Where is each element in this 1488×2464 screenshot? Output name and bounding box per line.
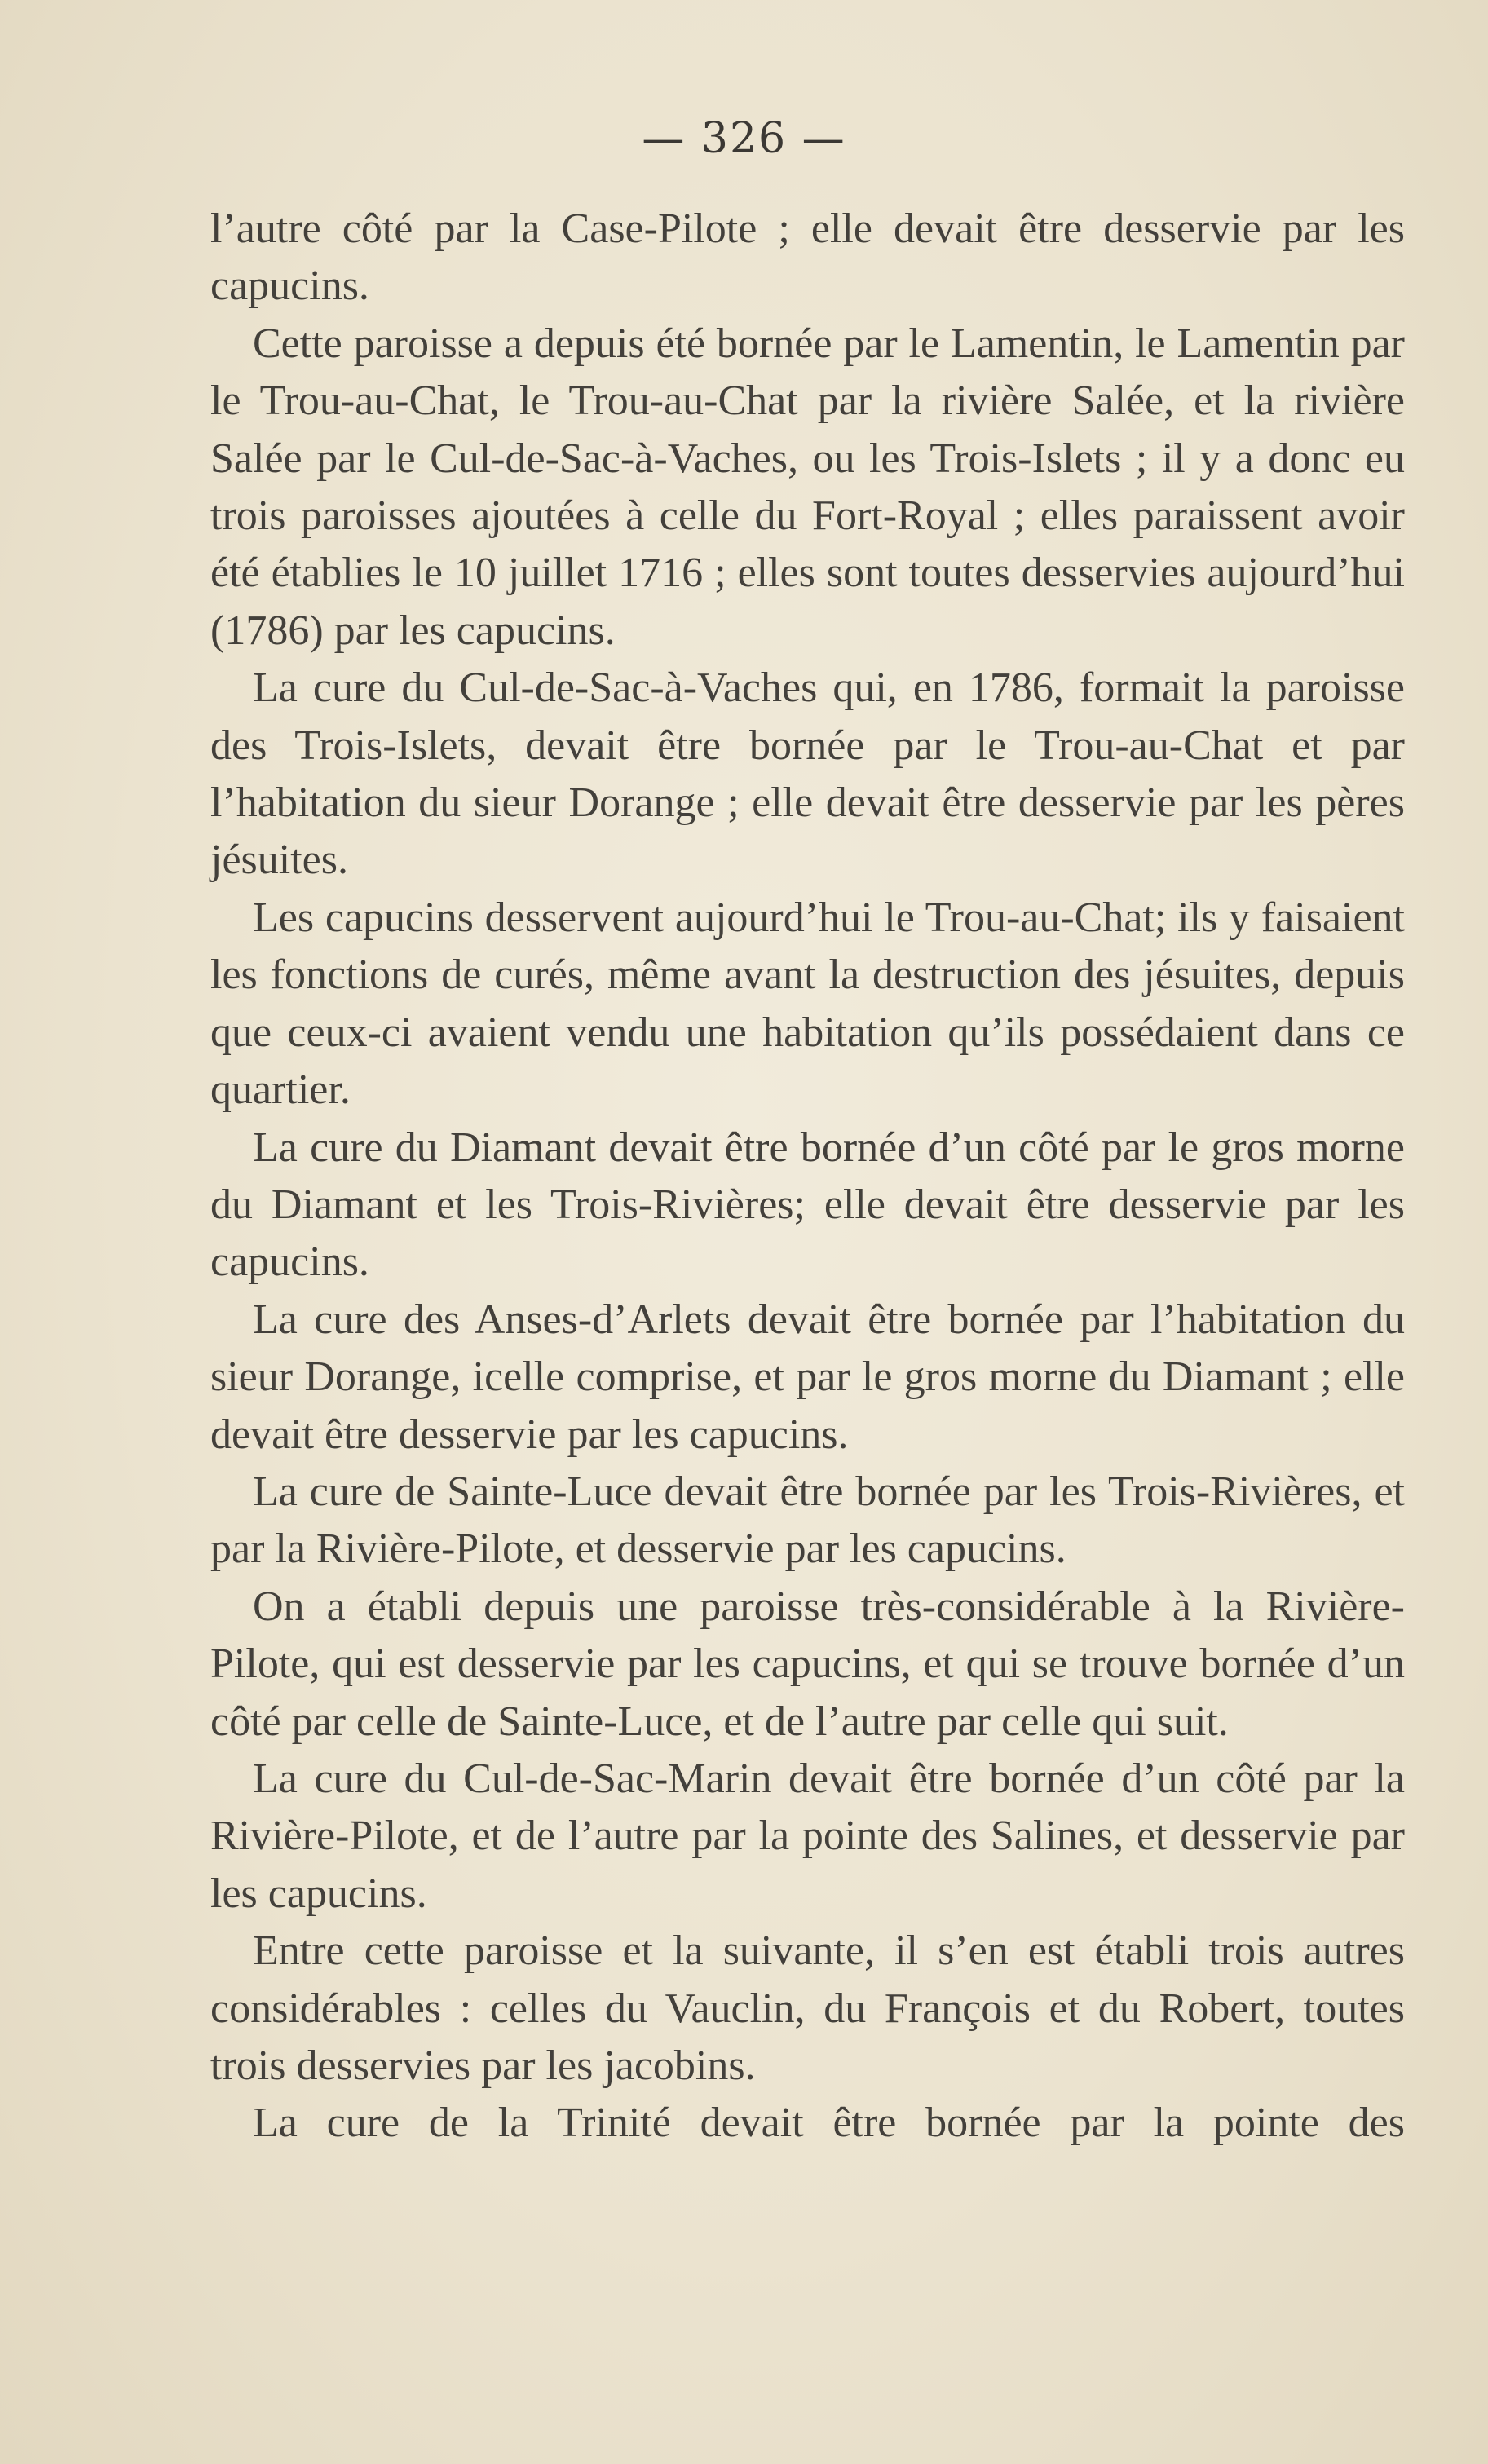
paragraph: La cure des Anses-d’Arlets devait être bornée par l’habitation du sieur Dorange, icelle comprise, et par le gros morne du Diamant ; elle devait être desservie par les capucins. <box>210 1296 1405 1458</box>
paragraph: La cure de la Trinité devait être bornée par la pointe des <box>253 2100 1405 2147</box>
paragraph: Entre cette paroisse et la suivante, il s’en est établi trois autres considérables : celles du Vauclin, du François et du Robert, toutes trois desservies par les jacobins. <box>210 1927 1405 2089</box>
paragraph: La cure de Sainte-Luce devait être bornée par les Trois-Rivières, et par la Rivière-Pilote, et desservie par les capucins. <box>210 1468 1405 1573</box>
paragraph: La cure du Cul-de-Sac-Marin devait être bornée d’un côté par la Rivière-Pilote, et de l’autre par la pointe des Salines, et desservie par les capucins. <box>210 1755 1405 1917</box>
paragraph: La cure du Diamant devait être bornée d’un côté par le gros morne du Diamant et les Trois-Rivières; elle devait être desservie par les capucins. <box>210 1124 1405 1286</box>
paragraph: On a établi depuis une paroisse très-considérable à la Rivière-Pilote, qui est desservie par les capucins, et qui se trouve bornée d’un côté par celle de Sainte-Luce, et de l’autre par celle qui suit. <box>210 1583 1405 1745</box>
page-number-header: — 326 — <box>642 114 846 163</box>
paragraph: l’autre côté par la Case-Pilote ; elle devait être desservie par les capucins. <box>210 205 1405 310</box>
paragraph: La cure du Cul-de-Sac-à-Vaches qui, en 1786, formait la paroisse des Trois-Islets, devait être bornée par le Trou-au-Chat et par l’habitation du sieur Dorange ; elle devait être desservie par les pères jésuites. <box>210 665 1405 884</box>
page-body <box>210 201 1405 2153</box>
paragraph: Cette paroisse a depuis été bornée par le Lamentin, le Lamentin par le Trou-au-Chat, le Trou-au-Chat par la rivière Salée, et la rivière Salée par le Cul-de-Sac-à-Vaches, ou les Trois-Islets ; il y a donc eu trois paroisses ajoutées à celle du Fort-Royal ; elles paraissent avoir été établies le 10 juillet 1716 ; elles sont toutes desservies aujourd’hui (1786) par les capucins. <box>210 320 1405 654</box>
paragraph: Les capucins desservent aujourd’hui le Trou-au-Chat; ils y faisaient les fonctions de curés, même avant la destruction des jésuites, depuis que ceux-ci avaient vendu une habitation qu’ils possédaient dans ce quartier. <box>210 894 1405 1114</box>
